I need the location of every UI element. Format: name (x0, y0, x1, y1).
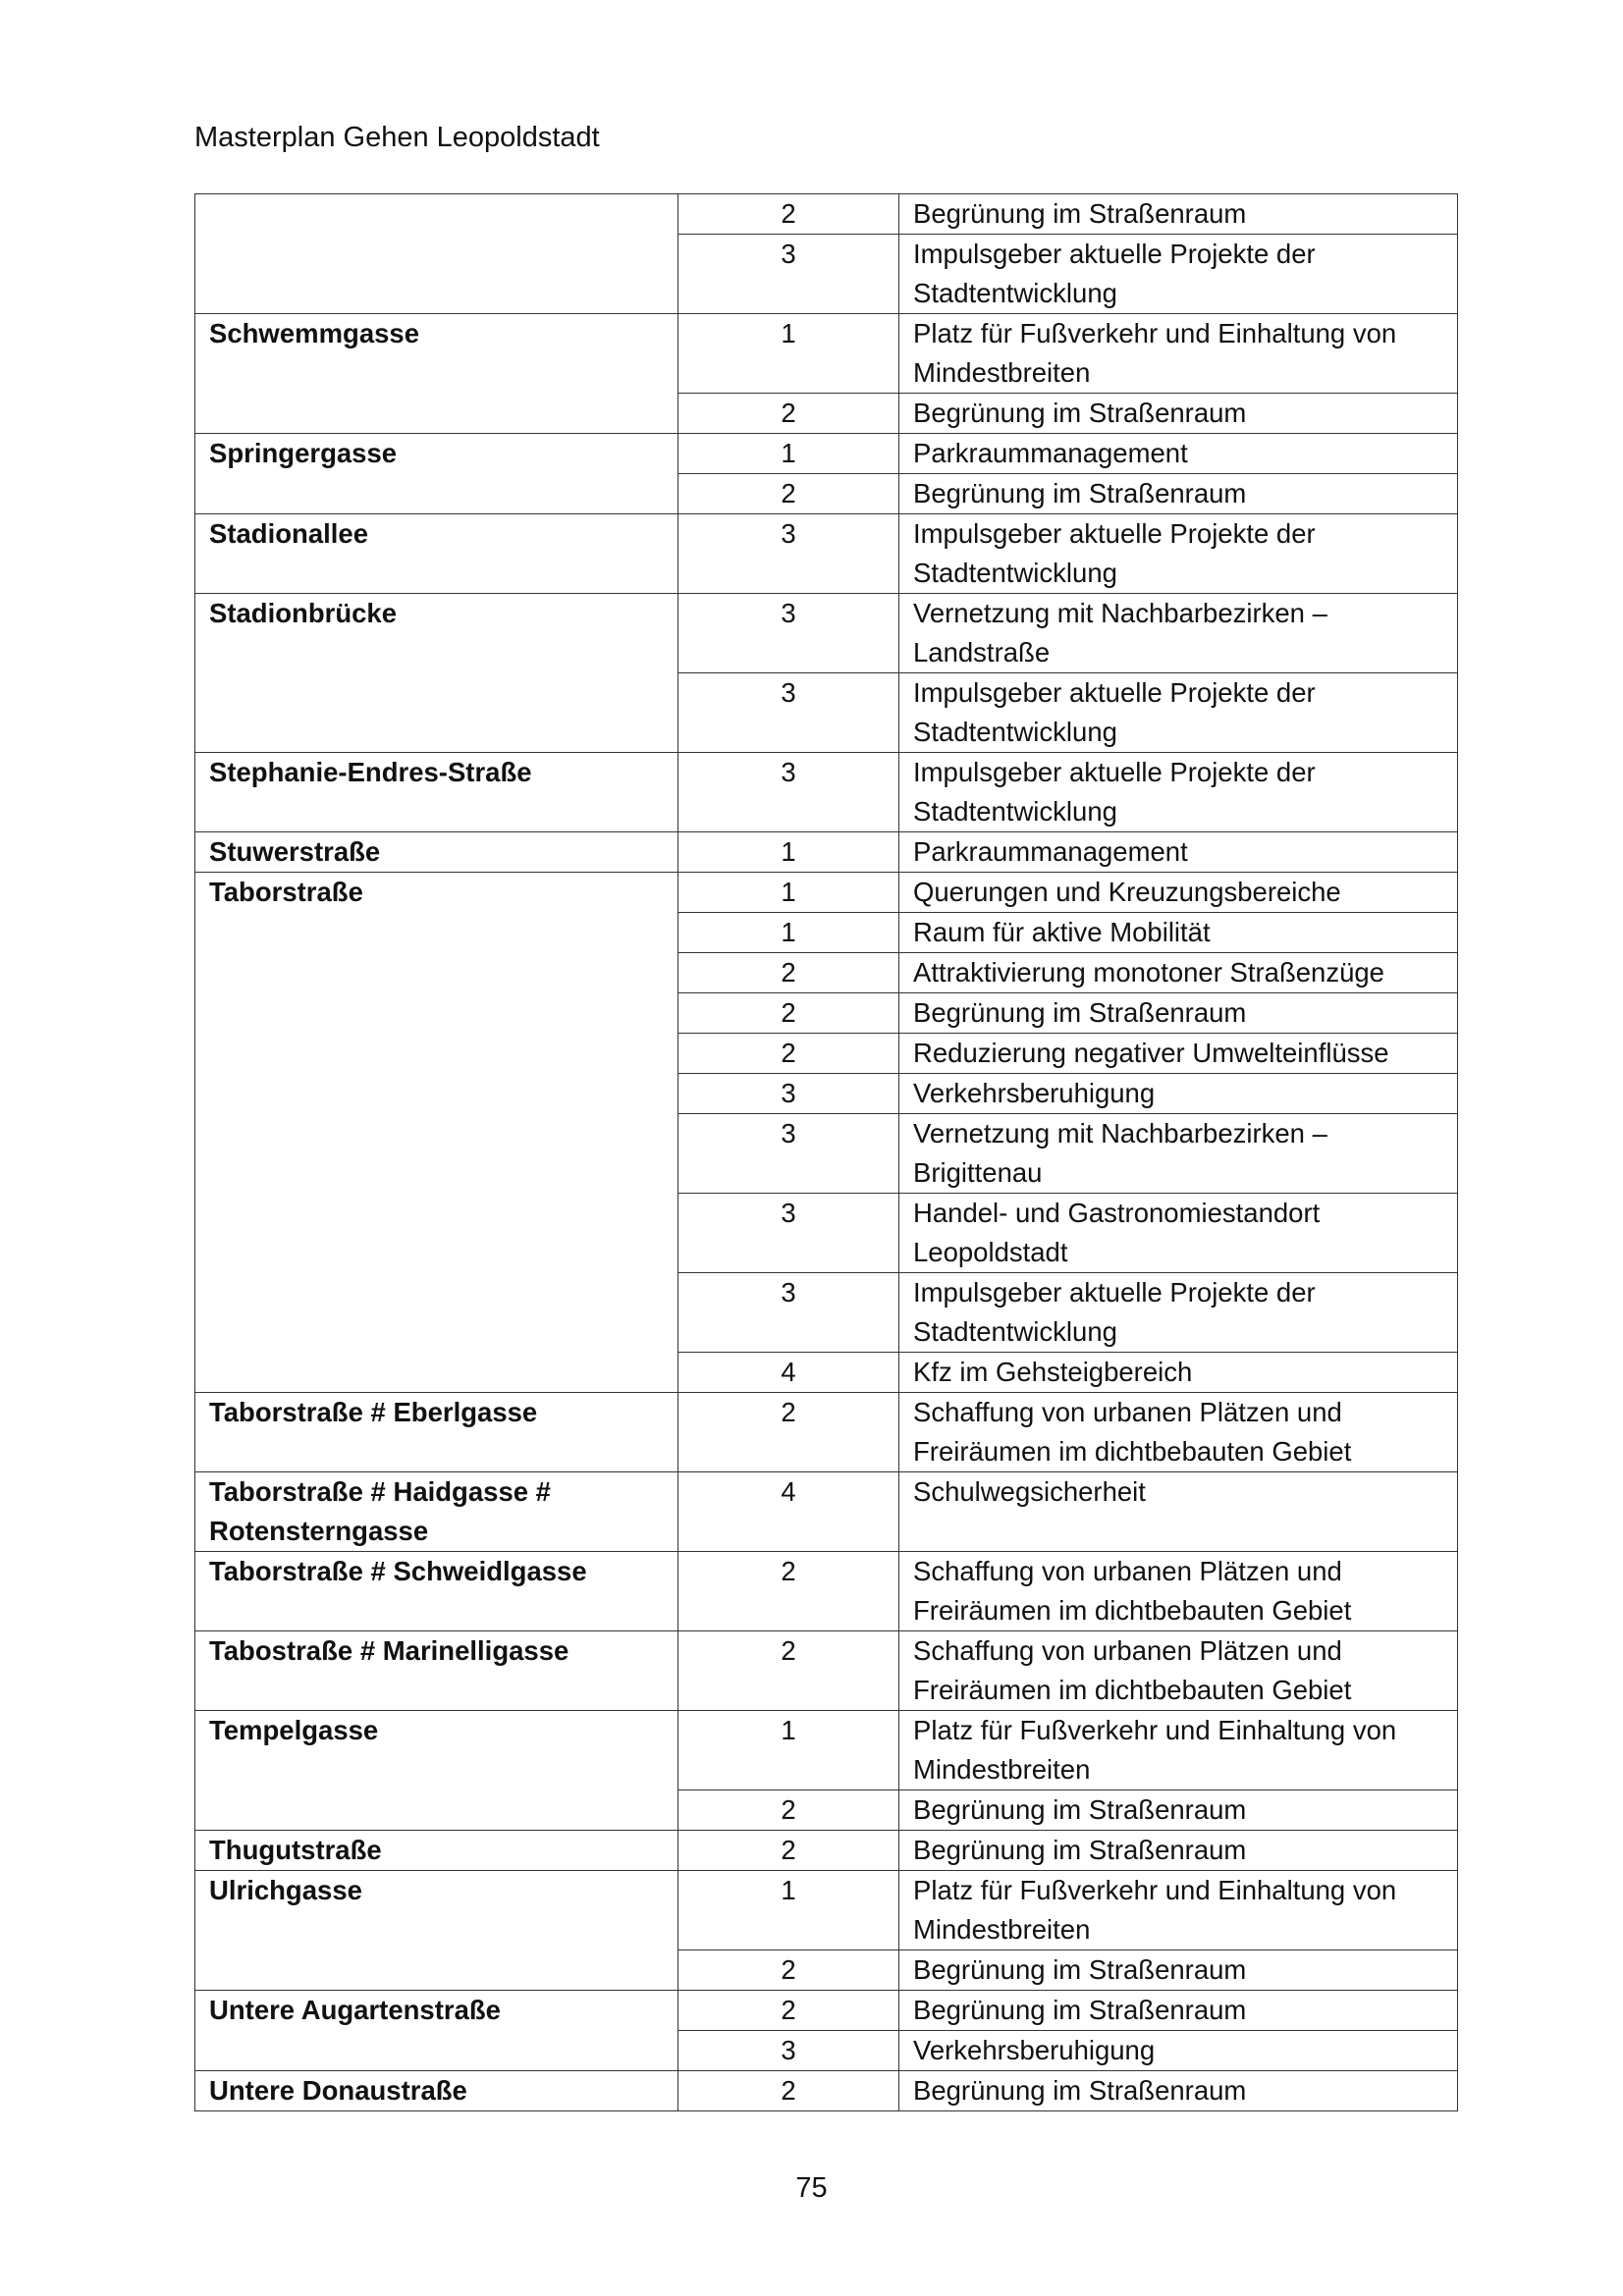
priority-cell: 3 (678, 514, 899, 594)
measures-table (194, 193, 1458, 2111)
measure-cell: Platz für Fußverkehr und Einhaltung von Mindestbreiten (899, 1711, 1458, 1790)
priority-cell: 1 (678, 1711, 899, 1790)
measure-cell: Begrünung im Straßenraum (899, 993, 1458, 1034)
measure-cell: Verkehrsberuhigung (899, 2031, 1458, 2071)
measure-cell: Begrünung im Straßenraum (899, 394, 1458, 434)
priority-cell: 3 (678, 1273, 899, 1353)
priority-cell: 1 (678, 1871, 899, 1950)
priority-cell: 3 (678, 1114, 899, 1194)
measure-cell: Vernetzung mit Nachbarbezirken – Brigittenau (899, 1114, 1458, 1194)
priority-cell: 1 (678, 832, 899, 873)
priority-cell: 2 (678, 1831, 899, 1871)
table-row (195, 1393, 1458, 1472)
measure-cell: Schaffung von urbanen Plätzen und Freiräumen im dichtbebauten Gebiet (899, 1631, 1458, 1711)
measure-cell: Platz für Fußverkehr und Einhaltung von Mindestbreiten (899, 1871, 1458, 1950)
measure-cell: Schaffung von urbanen Plätzen und Freiräumen im dichtbebauten Gebiet (899, 1393, 1458, 1472)
priority-cell: 2 (678, 1552, 899, 1631)
street-name-cell: Taborstraße # Schweidlgasse (195, 1552, 678, 1631)
page-header: Masterplan Gehen Leopoldstadt (194, 122, 600, 153)
table-row (195, 753, 1458, 832)
priority-cell: 4 (678, 1472, 899, 1552)
street-name-cell: Tabostraße # Marinelligasse (195, 1631, 678, 1711)
priority-cell: 2 (678, 953, 899, 993)
measure-cell: Impulsgeber aktuelle Projekte der Stadtentwicklung (899, 673, 1458, 753)
table-row (195, 1831, 1458, 1871)
measure-cell: Impulsgeber aktuelle Projekte der Stadtentwicklung (899, 753, 1458, 832)
measure-cell: Begrünung im Straßenraum (899, 1831, 1458, 1871)
priority-cell: 3 (678, 673, 899, 753)
measures-table-body (195, 194, 1458, 2111)
street-name-cell: Schwemmgasse (195, 314, 678, 434)
street-name-cell (195, 194, 678, 314)
measure-cell: Begrünung im Straßenraum (899, 1991, 1458, 2031)
table-row (195, 594, 1458, 673)
table-row (195, 1552, 1458, 1631)
priority-cell: 2 (678, 474, 899, 514)
priority-cell: 2 (678, 2071, 899, 2111)
measure-cell: Parkraummanagement (899, 832, 1458, 873)
priority-cell: 2 (678, 1393, 899, 1472)
street-name-cell: Taborstraße (195, 873, 678, 1393)
street-name-cell: Thugutstraße (195, 1831, 678, 1871)
priority-cell: 1 (678, 873, 899, 913)
measure-cell: Raum für aktive Mobilität (899, 913, 1458, 953)
measure-cell: Begrünung im Straßenraum (899, 2071, 1458, 2111)
measure-cell: Begrünung im Straßenraum (899, 1950, 1458, 1991)
street-name-cell: Stuwerstraße (195, 832, 678, 873)
street-name-cell: Untere Donaustraße (195, 2071, 678, 2111)
measure-cell: Impulsgeber aktuelle Projekte der Stadtentwicklung (899, 235, 1458, 314)
measure-cell: Querungen und Kreuzungsbereiche (899, 873, 1458, 913)
priority-cell: 2 (678, 993, 899, 1034)
measure-cell: Platz für Fußverkehr und Einhaltung von Mindestbreiten (899, 314, 1458, 394)
table-row (195, 1472, 1458, 1552)
priority-cell: 3 (678, 1074, 899, 1114)
measure-cell: Attraktivierung monotoner Straßenzüge (899, 953, 1458, 993)
street-name-cell: Stadionbrücke (195, 594, 678, 753)
measure-cell: Schulwegsicherheit (899, 1472, 1458, 1552)
priority-cell: 2 (678, 1790, 899, 1831)
measure-cell: Begrünung im Straßenraum (899, 474, 1458, 514)
priority-cell: 1 (678, 434, 899, 474)
table-row (195, 1871, 1458, 1950)
priority-cell: 3 (678, 594, 899, 673)
table-row (195, 514, 1458, 594)
measure-cell: Handel- und Gastronomiestandort Leopoldstadt (899, 1194, 1458, 1273)
table-row (195, 1711, 1458, 1790)
priority-cell: 1 (678, 314, 899, 394)
priority-cell: 1 (678, 913, 899, 953)
priority-cell: 2 (678, 1631, 899, 1711)
street-name-cell: Springergasse (195, 434, 678, 514)
measure-cell: Reduzierung negativer Umwelteinflüsse (899, 1034, 1458, 1074)
priority-cell: 2 (678, 1991, 899, 2031)
measure-cell: Impulsgeber aktuelle Projekte der Stadtentwicklung (899, 514, 1458, 594)
table-row (195, 832, 1458, 873)
street-name-cell: Taborstraße # Eberlgasse (195, 1393, 678, 1472)
table-row (195, 873, 1458, 913)
priority-cell: 2 (678, 1034, 899, 1074)
measure-cell: Verkehrsberuhigung (899, 1074, 1458, 1114)
priority-cell: 2 (678, 394, 899, 434)
measure-cell: Begrünung im Straßenraum (899, 1790, 1458, 1831)
priority-cell: 3 (678, 2031, 899, 2071)
street-name-cell: Ulrichgasse (195, 1871, 678, 1991)
table-row (195, 194, 1458, 235)
street-name-cell: Untere Augartenstraße (195, 1991, 678, 2071)
priority-cell: 2 (678, 1950, 899, 1991)
street-name-cell: Stadionallee (195, 514, 678, 594)
priority-cell: 2 (678, 194, 899, 235)
street-name-cell: Taborstraße # Haidgasse # Rotensterngasse (195, 1472, 678, 1552)
table-row (195, 1991, 1458, 2031)
measure-cell: Kfz im Gehsteigbereich (899, 1353, 1458, 1393)
street-name-cell: Tempelgasse (195, 1711, 678, 1831)
priority-cell: 3 (678, 753, 899, 832)
street-name-cell: Stephanie-Endres-Straße (195, 753, 678, 832)
table-row (195, 1631, 1458, 1711)
priority-cell: 4 (678, 1353, 899, 1393)
measure-cell: Vernetzung mit Nachbarbezirken – Landstraße (899, 594, 1458, 673)
table-row (195, 314, 1458, 394)
measure-cell: Begrünung im Straßenraum (899, 194, 1458, 235)
priority-cell: 3 (678, 1194, 899, 1273)
page-number: 75 (795, 2172, 828, 2204)
table-row (195, 2071, 1458, 2111)
priority-cell: 3 (678, 235, 899, 314)
table-row (195, 434, 1458, 474)
measure-cell: Schaffung von urbanen Plätzen und Freiräumen im dichtbebauten Gebiet (899, 1552, 1458, 1631)
measure-cell: Parkraummanagement (899, 434, 1458, 474)
measure-cell: Impulsgeber aktuelle Projekte der Stadtentwicklung (899, 1273, 1458, 1353)
